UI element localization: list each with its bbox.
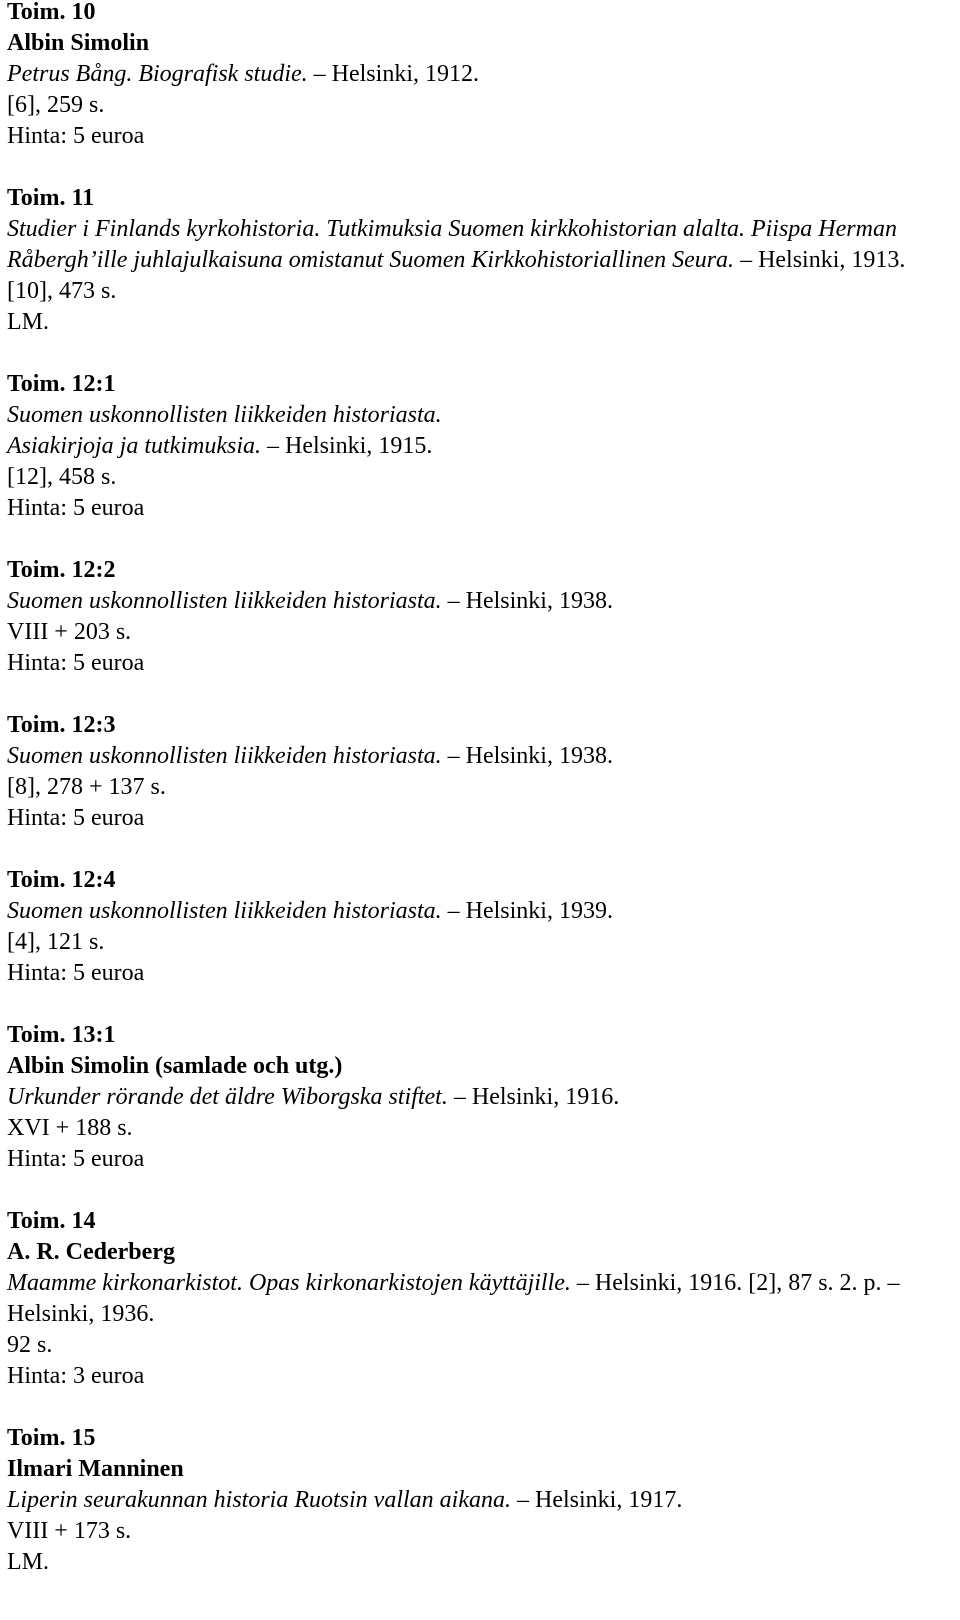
spacer: [7, 524, 952, 555]
price: LM.: [7, 309, 49, 335]
title-line: [7, 59, 952, 90]
price: Hinta: 5 euroa: [7, 123, 145, 149]
book-title: Råbergh’ille juhlajulkaisuna omistanut Suomen Kirkkohistoriallinen Seura.: [7, 247, 735, 273]
book-subtitle: Asiakirjoja ja tutkimuksia.: [7, 433, 261, 459]
publication-place: – Helsinki, 1938.: [447, 588, 613, 614]
list-item: [7, 1423, 952, 1578]
publication-place: – Helsinki, 1912.: [313, 61, 479, 87]
author: A. R. Cederberg: [7, 1239, 175, 1265]
list-item: [7, 865, 952, 989]
price: Hinta: 5 euroa: [7, 805, 145, 831]
book-title: Studier i Finlands kyrkohistoria. Tutkimuksia Suomen kirkkohistorian alalta. Piispa Herman: [7, 216, 897, 242]
series-number: Toim. 14: [7, 1208, 96, 1234]
series-number: Toim. 15: [7, 1425, 96, 1451]
page-count: [12], 458 s.: [7, 464, 117, 490]
title-line: [7, 1485, 952, 1516]
title-line: [7, 1082, 952, 1113]
list-item: [7, 183, 952, 338]
publication-place: – Helsinki, 1916. [2], 87 s. 2. p. –: [576, 1270, 900, 1296]
price: Hinta: 5 euroa: [7, 960, 145, 986]
page-count: VIII + 173 s.: [7, 1518, 132, 1544]
publication-place: – Helsinki, 1917.: [517, 1487, 683, 1513]
book-title: Suomen uskonnollisten liikkeiden historiasta.: [7, 588, 442, 614]
book-title: Liperin seurakunnan historia Ruotsin vallan aikana.: [7, 1487, 511, 1513]
publication-place-second: Helsinki, 1936.: [7, 1301, 155, 1327]
page-count: XVI + 188 s.: [7, 1115, 133, 1141]
title-line: [7, 741, 952, 772]
author: Albin Simolin: [7, 30, 150, 56]
book-title: Petrus Bång. Biografisk studie.: [7, 61, 308, 87]
title-line: [7, 431, 952, 462]
book-title: Urkunder rörande det äldre Wiborgska stiftet.: [7, 1084, 448, 1110]
title-line: [7, 586, 952, 617]
list-item: [7, 369, 952, 524]
list-item: [7, 555, 952, 679]
list-item: [7, 710, 952, 834]
series-number: Toim. 12:1: [7, 371, 116, 397]
publication-place: – Helsinki, 1939.: [447, 898, 613, 924]
title-line: [7, 245, 952, 276]
spacer: [7, 1175, 952, 1206]
series-number: Toim. 11: [7, 185, 95, 211]
page-count: [8], 278 + 137 s.: [7, 774, 166, 800]
author: Ilmari Manninen: [7, 1456, 184, 1482]
series-number: Toim. 12:4: [7, 867, 116, 893]
book-title: Maamme kirkonarkistot. Opas kirkonarkistojen käyttäjille.: [7, 1270, 571, 1296]
price: Hinta: 5 euroa: [7, 1146, 145, 1172]
spacer: [7, 989, 952, 1020]
author: Albin Simolin (samlade och utg.): [7, 1053, 343, 1079]
page-count: 92 s.: [7, 1332, 53, 1358]
series-number: Toim. 12:2: [7, 557, 116, 583]
publication-place: – Helsinki, 1913.: [740, 247, 906, 273]
series-number: Toim. 10: [7, 0, 96, 25]
list-item: [7, 1206, 952, 1392]
price: LM.: [7, 1549, 49, 1575]
page-count: [10], 473 s.: [7, 278, 117, 304]
price: Hinta: 5 euroa: [7, 650, 145, 676]
spacer: [7, 338, 952, 369]
list-item: [7, 0, 952, 152]
title-line: [7, 896, 952, 927]
publication-place: – Helsinki, 1915.: [266, 433, 433, 459]
publication-place: – Helsinki, 1938.: [447, 743, 613, 769]
page-count: [4], 121 s.: [7, 929, 105, 955]
book-title: Suomen uskonnollisten liikkeiden historiasta.: [7, 743, 442, 769]
book-title: Suomen uskonnollisten liikkeiden historiasta.: [7, 898, 442, 924]
spacer: [7, 679, 952, 710]
book-title: Suomen uskonnollisten liikkeiden historiasta.: [7, 402, 442, 428]
page-count: [6], 259 s.: [7, 92, 105, 118]
spacer: [7, 152, 952, 183]
title-line: [7, 1268, 952, 1299]
page-count: VIII + 203 s.: [7, 619, 132, 645]
price: Hinta: 3 euroa: [7, 1363, 145, 1389]
spacer: [7, 834, 952, 865]
spacer: [7, 1392, 952, 1423]
publication-place: – Helsinki, 1916.: [453, 1084, 620, 1110]
list-item: [7, 1020, 952, 1175]
price: Hinta: 5 euroa: [7, 495, 145, 521]
series-number: Toim. 12:3: [7, 712, 116, 738]
series-number: Toim. 13:1: [7, 1022, 116, 1048]
publication-list: [7, 0, 952, 1578]
